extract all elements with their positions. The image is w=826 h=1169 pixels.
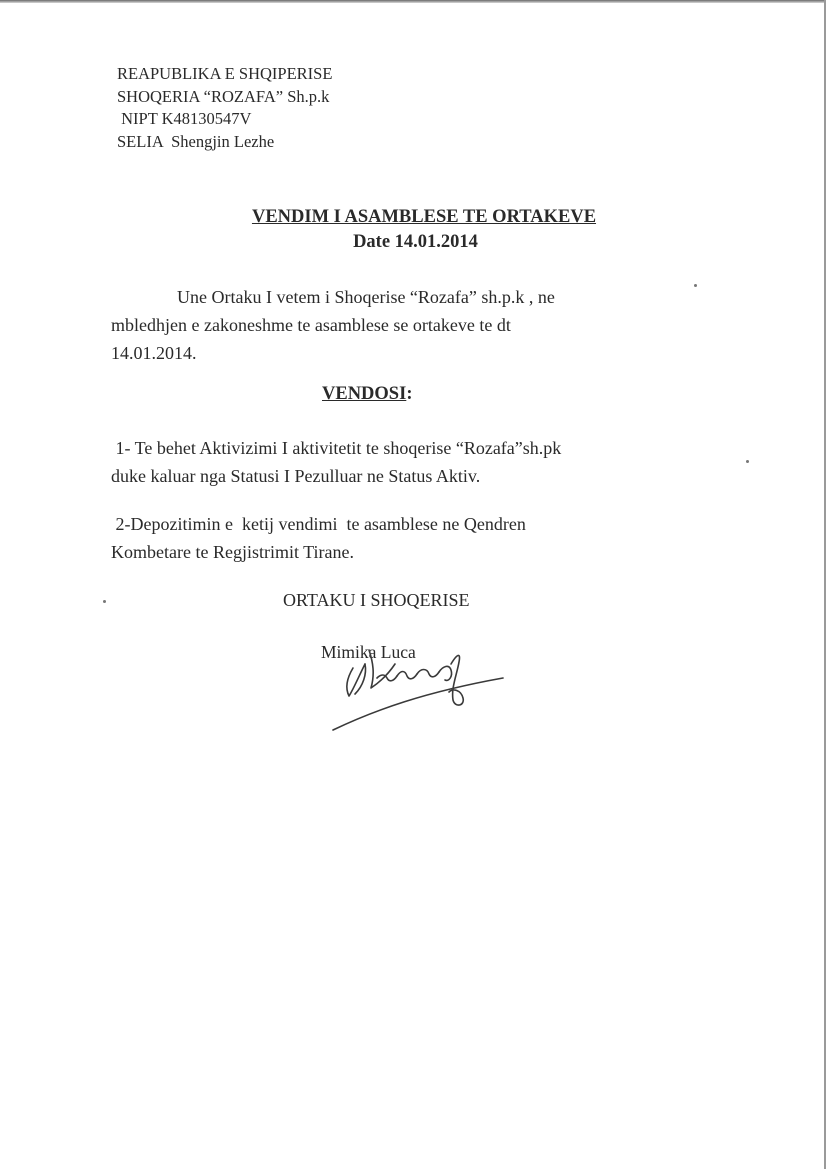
decision-item-1-line-1: 1- Te behet Aktivizimi I aktivitetit te shoqerise “Rozafa”sh.pk xyxy=(111,438,562,458)
header-country: REAPUBLIKA E SHQIPERISE xyxy=(117,64,333,83)
scan-speck xyxy=(103,600,106,603)
header-nipt: NIPT K48130547V xyxy=(117,109,252,128)
scan-edge-top xyxy=(0,0,826,3)
title-date: Date 14.01.2014 xyxy=(353,232,478,252)
decision-item-2 xyxy=(111,510,711,566)
intro-line-1: Une Ortaku I vetem i Shoqerise “Rozafa” sh.p.k , ne xyxy=(177,287,555,307)
intro-line-2: mbledhjen e zakoneshme te asamblese se ortakeve te dt xyxy=(111,315,511,335)
intro-paragraph xyxy=(111,283,711,367)
title-heading: VENDIM I ASAMBLESE TE ORTAKEVE xyxy=(251,207,597,227)
header-company-name: SHOQERIA “ROZAFA” Sh.p.k xyxy=(117,86,330,106)
decision-item-2-line-2: Kombetare te Regjistrimit Tirane. xyxy=(111,542,354,562)
company-header xyxy=(117,63,332,153)
signature-strokes xyxy=(333,650,503,730)
intro-line-3: 14.01.2014. xyxy=(111,343,197,363)
signatory-role: ORTAKU I SHOQERISE xyxy=(283,590,470,610)
decision-heading xyxy=(322,382,412,407)
decision-item-1 xyxy=(111,434,711,490)
handwritten-signature xyxy=(325,630,515,740)
header-seat: SELIA Shengjin Lezhe xyxy=(117,131,275,151)
decision-item-2-line-1: 2-Depozitimin e ketij vendimi te asamblese ne Qendren xyxy=(111,514,526,534)
scan-speck xyxy=(746,460,749,463)
signer-name: Mimika Luca xyxy=(321,642,416,662)
decision-heading-text: VENDOSI xyxy=(322,384,407,404)
document-title xyxy=(0,205,826,255)
decision-heading-colon: : xyxy=(406,384,413,404)
decision-item-1-line-2: duke kaluar nga Statusi I Pezulluar ne Status Aktiv. xyxy=(111,466,481,486)
